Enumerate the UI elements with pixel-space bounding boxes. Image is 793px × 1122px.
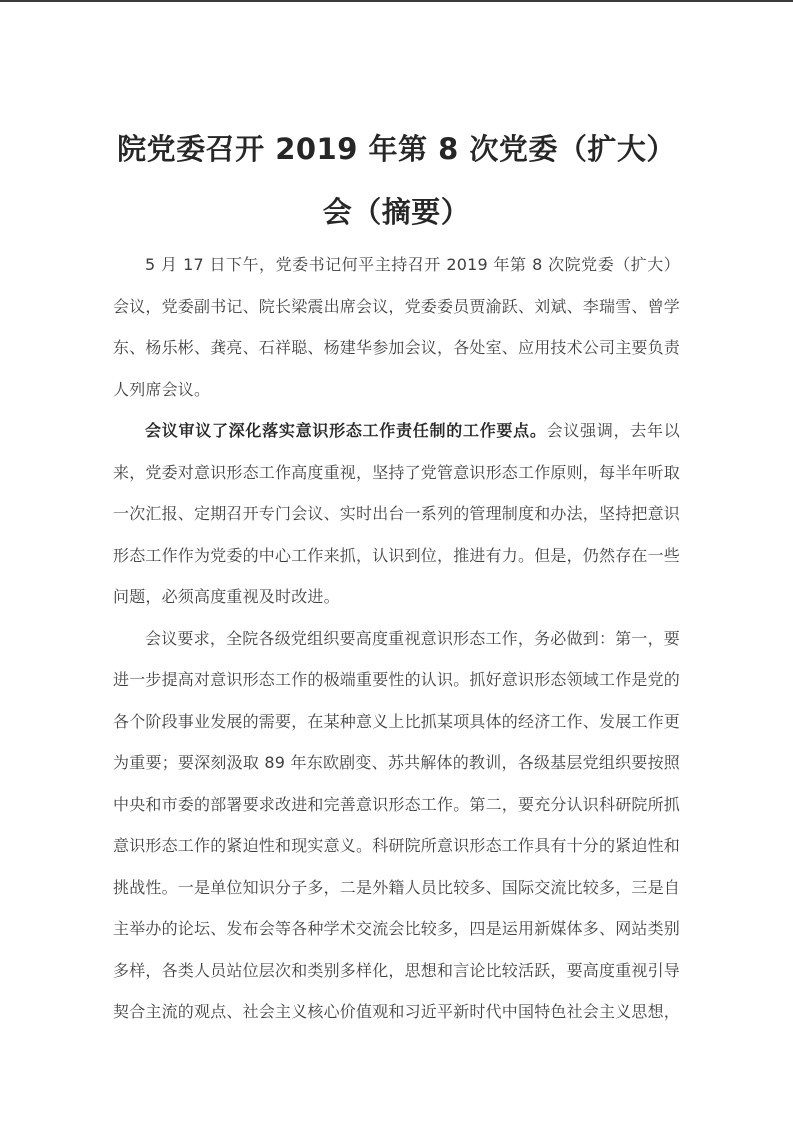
paragraph-requirements [113,618,680,1033]
title-line-1: 院党委召开 2019 年第 8 次党委（扩大） [117,132,676,166]
paragraph-review [113,410,680,618]
paragraph-attendees [113,244,680,410]
paragraph-review-text: 会议强调，去年以来，党委对意识形态工作高度重视，坚持了党管意识形态工作原则，每半年听取一次汇报、定期召开专门会议、实时出台一系列的管理制度和办法，坚持把意识形态工作作为党委的中心工作来抓，认识到位，推进有力。但是，仍然存在一些问题，必须高度重视及时改进。 [113,421,681,606]
paragraph-review-bold-lead: 会议审议了深化落实意识形态工作责任制的工作要点。 [145,421,547,440]
paragraph-requirements-text: 会议要求，全院各级党组织要高度重视意识形态工作，务必做到：第一，要进一步提高对意识形态工作的极端重要性的认识。抓好意识形态领域工作是党的各个阶段事业发展的需要，在某种意义上比抓某项具体的经济工作、发展工作更为重要；要深刻汲取 89 年东欧剧变、苏共解体的教训，各级基层党组织要按照中央和市委的部署要求改进和完善意识形态工作。第二，要充分认识科研院所抓意识形态工作的紧迫性和现实意义。科研院所意识形态工作具有十分的紧迫性和挑战性。一是单位知识分子多，二是外籍人员比较多、国际交流比较多，三是自主举办的论坛、发布会等各种学术交流会比较多，四是运用新媒体多、网站类别多样，各类人员站位层次和类别多样化，思想和言论比较活跃，要高度重视引导契合主流的观点、社会主义核心价值观和习近平新时代中国特色社会主义思想， [113,628,681,1021]
paragraph-attendees-text: 5 月 17 日下午，党委书记何平主持召开 2019 年第 8 次院党委（扩大）会议，党委副书记、院长梁震出席会议，党委委员贾渝跃、刘斌、李瑞雪、曾学东、杨乐彬、龚亮、石祥聪、杨建华参加会议，各处室、应用技术公司主要负责人列席会议。 [113,255,681,399]
title-line-2: 会（摘要） [322,195,471,229]
document-title [113,118,680,244]
top-rule [0,0,793,2]
document-content [113,0,680,1033]
